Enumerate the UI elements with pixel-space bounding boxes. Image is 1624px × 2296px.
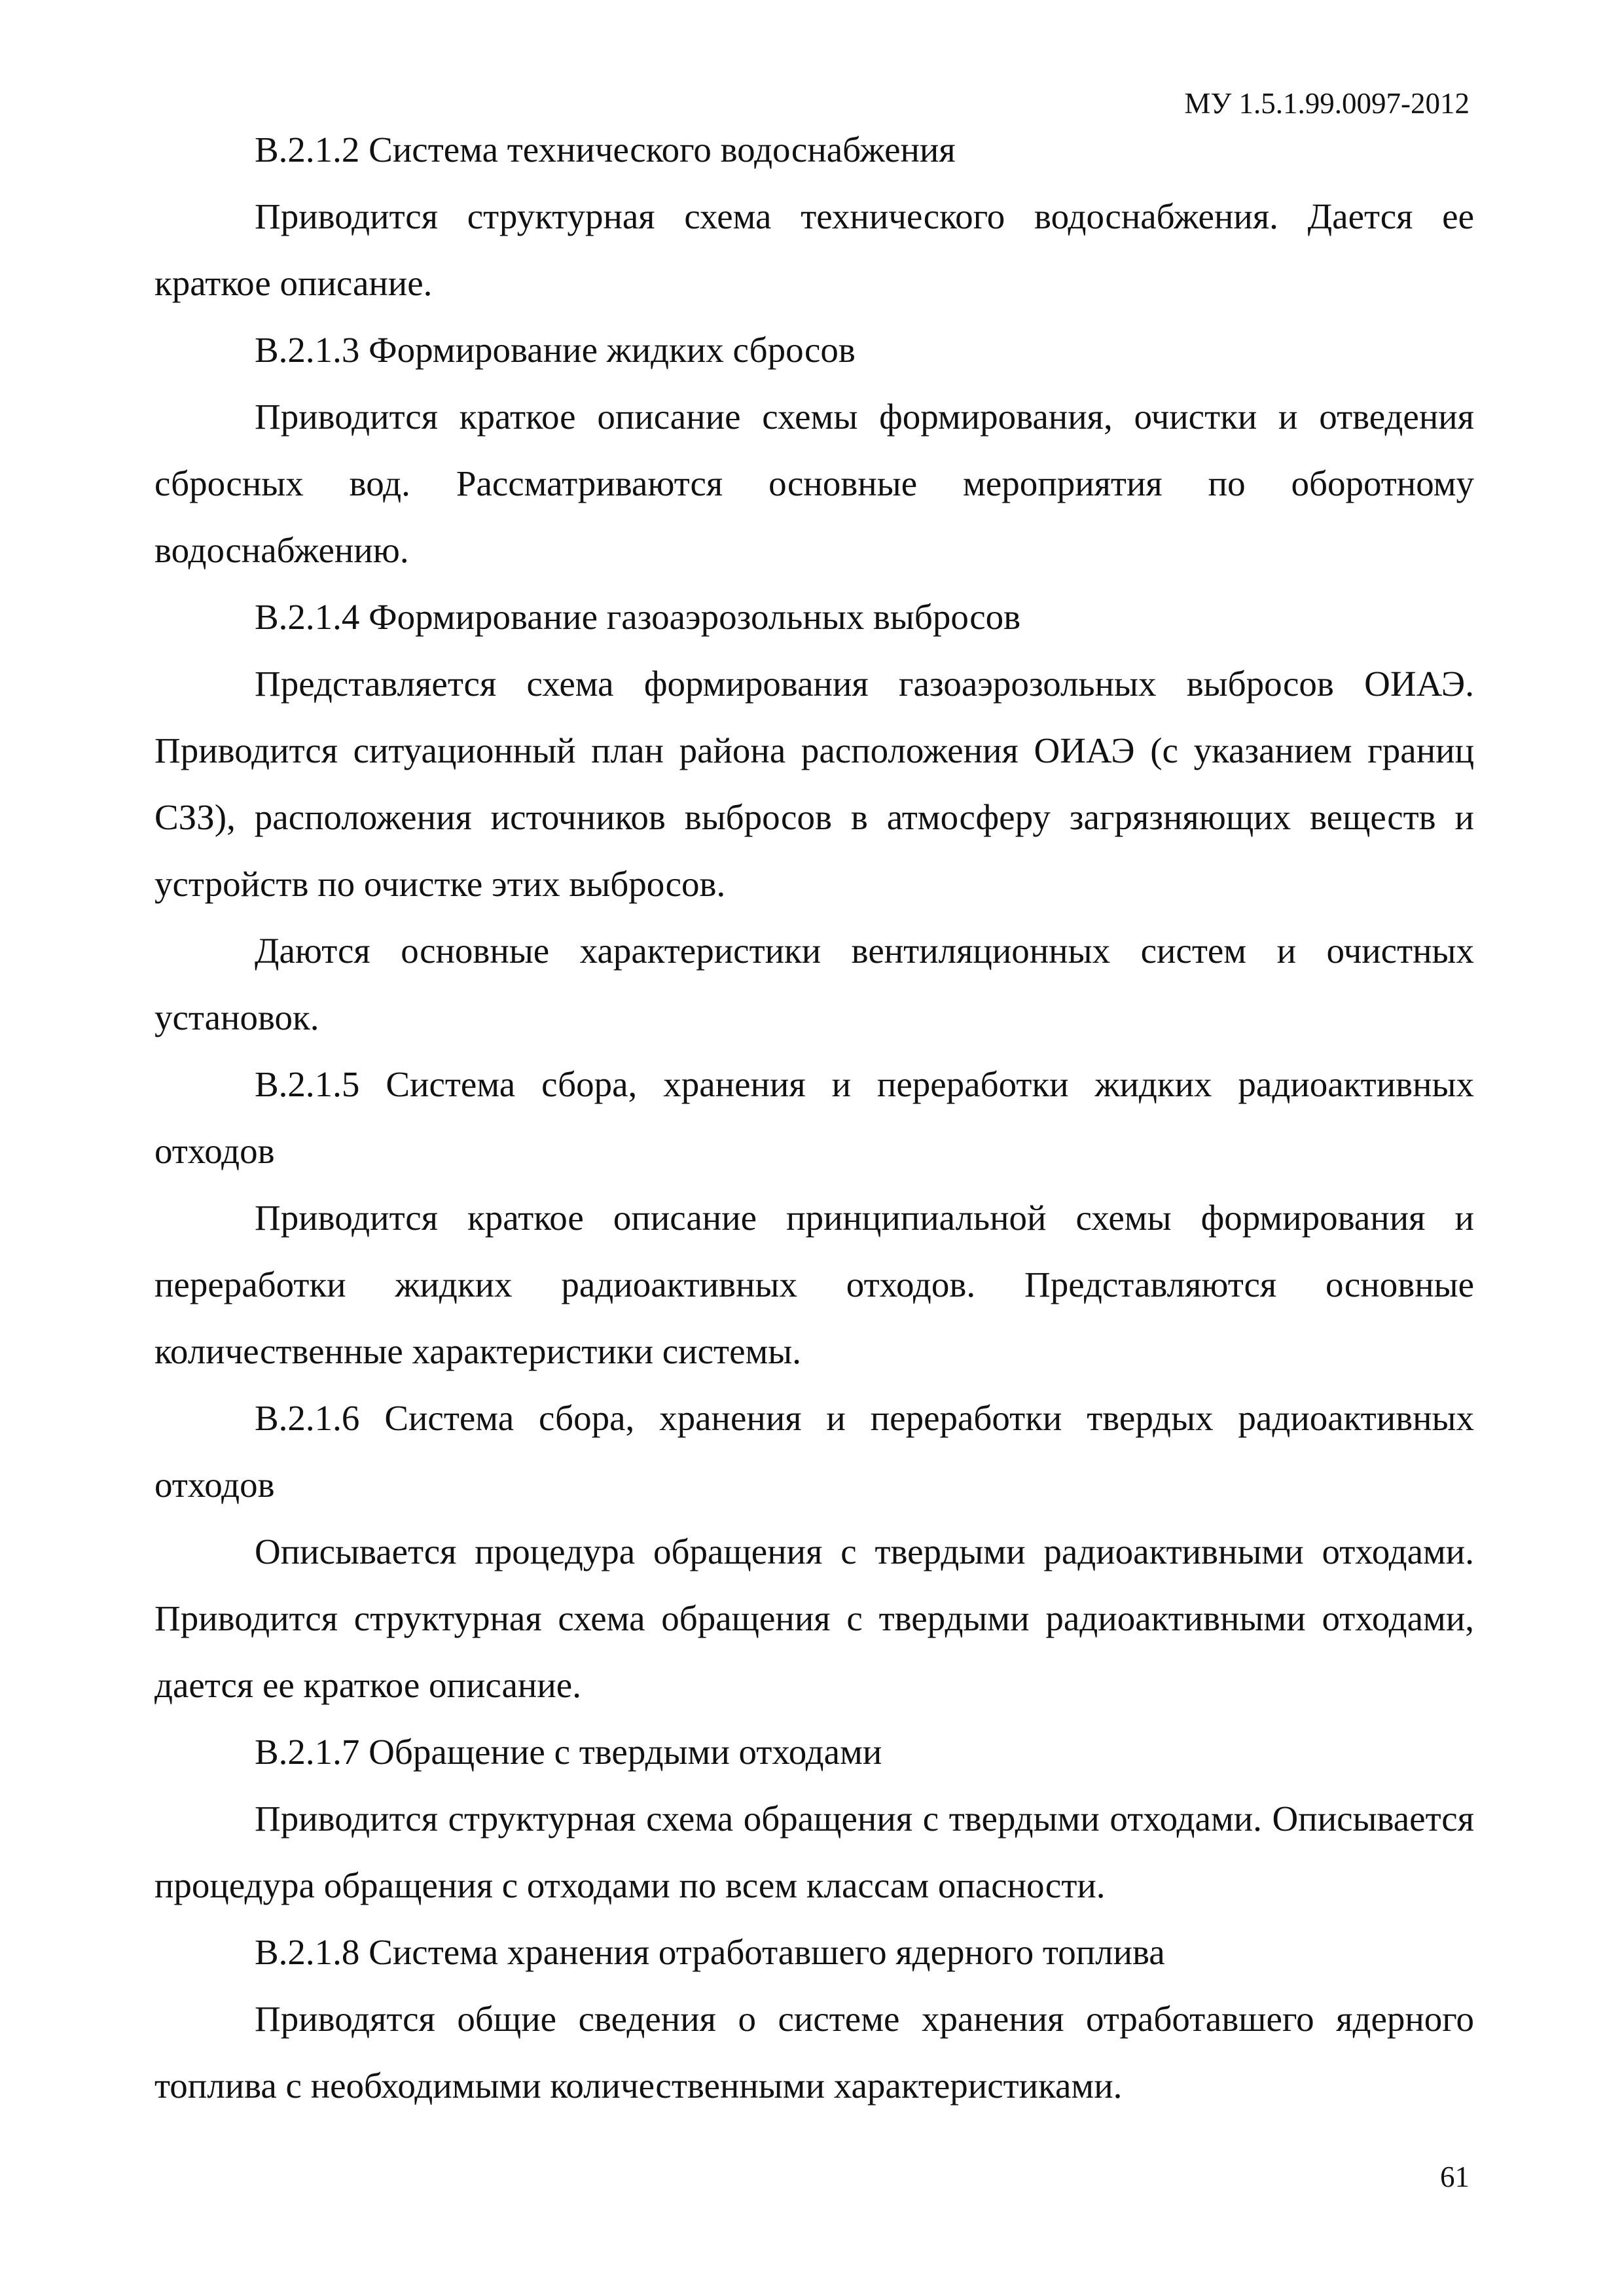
paragraph: Приводятся общие сведения о системе хранения отработавшего ядерного топлива с необходимыми количественными характеристиками. bbox=[154, 1999, 1474, 2106]
section-heading: В.2.1.3 Формирование жидких сбросов bbox=[255, 330, 856, 370]
paragraph: Приводится краткое описание схемы формирования, очистки и отведения сбросных вод. Рассматриваются основные мероприятия по оборотному водоснабжению. bbox=[154, 397, 1474, 570]
section-heading: В.2.1.5 Система сбора, хранения и переработки жидких радиоактивных отходов bbox=[154, 1064, 1474, 1171]
paragraph: Представляется схема формирования газоаэрозольных выбросов ОИАЭ. Приводится ситуационный план района расположения ОИАЭ (с указанием границ СЗЗ), расположения источников выбросов в атмосферу загрязняющих веществ и устройств по очистке этих выбросов. bbox=[154, 664, 1474, 904]
paragraph: Приводится структурная схема технического водоснабжения. Дается ее краткое описание. bbox=[154, 196, 1474, 303]
page-content bbox=[154, 117, 1474, 2119]
document-code: МУ 1.5.1.99.0097-2012 bbox=[1184, 87, 1470, 120]
section-heading: В.2.1.2 Система технического водоснабжения bbox=[255, 130, 956, 170]
paragraph: Даются основные характеристики вентиляционных систем и очистных установок. bbox=[154, 931, 1474, 1037]
section-heading: В.2.1.4 Формирование газоаэрозольных выбросов bbox=[255, 597, 1021, 637]
paragraph: Описывается процедура обращения с твердыми радиоактивными отходами. Приводится структурная схема обращения с твердыми радиоактивными отходами, дается ее краткое описание. bbox=[154, 1532, 1474, 1705]
paragraph: Приводится структурная схема обращения с твердыми отходами. Описывается процедура обращения с отходами по всем классам опасности. bbox=[154, 1799, 1474, 1905]
section-heading: В.2.1.7 Обращение с твердыми отходами bbox=[255, 1732, 882, 1772]
paragraph: Приводится краткое описание принципиальной схемы формирования и переработки жидких радиоактивных отходов. Представляются основные количественные характеристики системы. bbox=[154, 1198, 1474, 1371]
page-number: 61 bbox=[1440, 2161, 1470, 2193]
section-heading: В.2.1.6 Система сбора, хранения и переработки твердых радиоактивных отходов bbox=[154, 1398, 1474, 1505]
section-heading: В.2.1.8 Система хранения отработавшего ядерного топлива bbox=[255, 1932, 1165, 1972]
